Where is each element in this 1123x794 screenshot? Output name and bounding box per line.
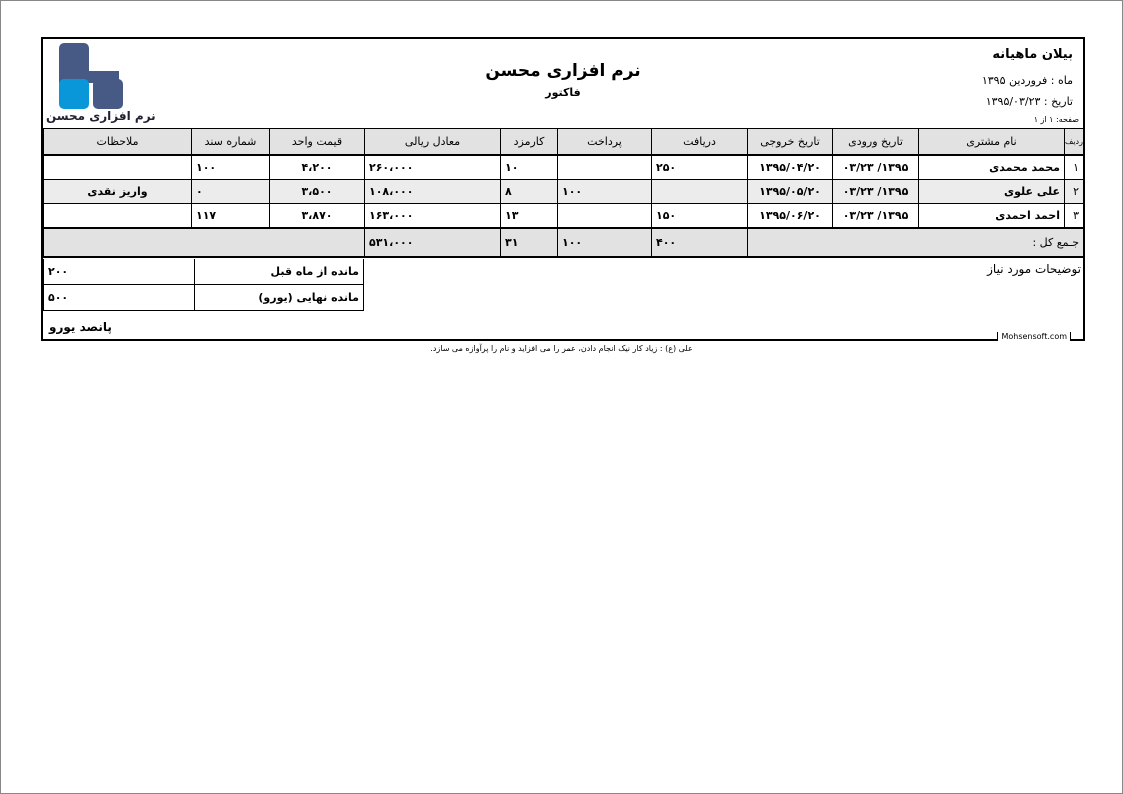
total-paid: ۱۰۰ (558, 228, 652, 257)
table-row (44, 180, 1084, 204)
column-header: تاریخ خروجی (748, 129, 833, 156)
table-header (44, 129, 1084, 156)
table-cell: ۱۳۹۵/۰۵/۲۰ (748, 180, 833, 204)
table-cell: ۱۳۹۵/ ۰۳/۲۳ (833, 204, 919, 229)
table-cell: ۱۳۹۵/ ۰۳/۲۳ (833, 155, 919, 180)
table-cell: ۱۳۹۵/۰۶/۲۰ (748, 204, 833, 229)
table-cell: ۱۰۰ (558, 180, 652, 204)
table-cell: ۰ (192, 180, 270, 204)
table-cell: ۲۶۰،۰۰۰ (365, 155, 501, 180)
table-cell (44, 204, 192, 229)
table-cell (652, 180, 748, 204)
table-cell: ۳،۸۷۰ (270, 204, 365, 229)
final-balance-value: ۵۰۰ (44, 285, 195, 311)
notes-label: توضیحات مورد نیاز (987, 262, 1081, 276)
website-link[interactable]: Mohsensoft.com (997, 332, 1071, 341)
table-cell: ۳،۵۰۰ (270, 180, 365, 204)
table-cell: ۸ (501, 180, 558, 204)
balance-table (43, 259, 364, 311)
footer-quote: علی (ع) : زیاد کار نیک انجام دادن، عمر را می افزاید و نام را پرآوازه می سازد. (430, 344, 693, 353)
table-cell: ۳ (1065, 204, 1084, 229)
table-cell: ۴،۲۰۰ (270, 155, 365, 180)
report-date: تاریخ : ۱۳۹۵/۰۳/۲۳ (985, 95, 1073, 108)
table-cell: محمد محمدی (919, 155, 1065, 180)
total-empty (44, 228, 365, 257)
table-cell: ۱۰ (501, 155, 558, 180)
table-cell: علی علوی (919, 180, 1065, 204)
company-title: نرم افزاری محسن (485, 61, 641, 81)
total-label: جـمع کل : (748, 228, 1084, 257)
column-header: ملاحظات (44, 129, 192, 156)
table-cell: واریز نقدی (44, 180, 192, 204)
total-row (44, 228, 1084, 257)
table-cell: ۱۳ (501, 204, 558, 229)
table-cell: ۱۱۷ (192, 204, 270, 229)
prev-balance-value: ۲۰۰ (44, 259, 195, 285)
invoice-table (43, 128, 1084, 258)
column-header: نام مشتری (919, 129, 1065, 156)
table-cell: احمد احمدی (919, 204, 1065, 229)
column-header: ردیف (1065, 129, 1084, 156)
column-header: پرداخت (558, 129, 652, 156)
report-month: ماه : فروردین ۱۳۹۵ (981, 74, 1073, 87)
total-rial: ۵۳۱،۰۰۰ (365, 228, 501, 257)
column-header: کارمزد (501, 129, 558, 156)
table-cell: ۱ (1065, 155, 1084, 180)
table-cell: ۱۳۹۵/۰۴/۲۰ (748, 155, 833, 180)
table-cell: ۱۰۸،۰۰۰ (365, 180, 501, 204)
table-row (44, 204, 1084, 229)
table-row (44, 155, 1084, 180)
column-header: تاریخ ورودی (833, 129, 919, 156)
table-cell: ۱۵۰ (652, 204, 748, 229)
prev-balance-label: مانده از ماه قبل (195, 259, 364, 285)
column-header: معادل ریالی (365, 129, 501, 156)
final-balance-label: مانده نهایی (یورو) (195, 285, 364, 311)
page-number: صفحه: ۱ از ۱ (1033, 115, 1079, 124)
column-header: دریافت (652, 129, 748, 156)
amount-in-words: پانصد یورو (49, 320, 112, 334)
table-cell (558, 155, 652, 180)
invoice-frame (41, 37, 1085, 341)
total-fee: ۳۱ (501, 228, 558, 257)
table-cell (558, 204, 652, 229)
table-cell: ۱۳۹۵/ ۰۳/۲۳ (833, 180, 919, 204)
table-cell: ۱۰۰ (192, 155, 270, 180)
logo-text: نرم افزاری محسن (46, 109, 156, 123)
column-header: قیمت واحد (270, 129, 365, 156)
report-title: بیلان ماهیانه (992, 47, 1073, 62)
table-cell: ۲۵۰ (652, 155, 748, 180)
total-received: ۴۰۰ (652, 228, 748, 257)
table-cell: ۱۶۳،۰۰۰ (365, 204, 501, 229)
table-cell (44, 155, 192, 180)
document-subtitle: فاکتور (545, 86, 581, 99)
column-header: شماره سند (192, 129, 270, 156)
table-cell: ۲ (1065, 180, 1084, 204)
